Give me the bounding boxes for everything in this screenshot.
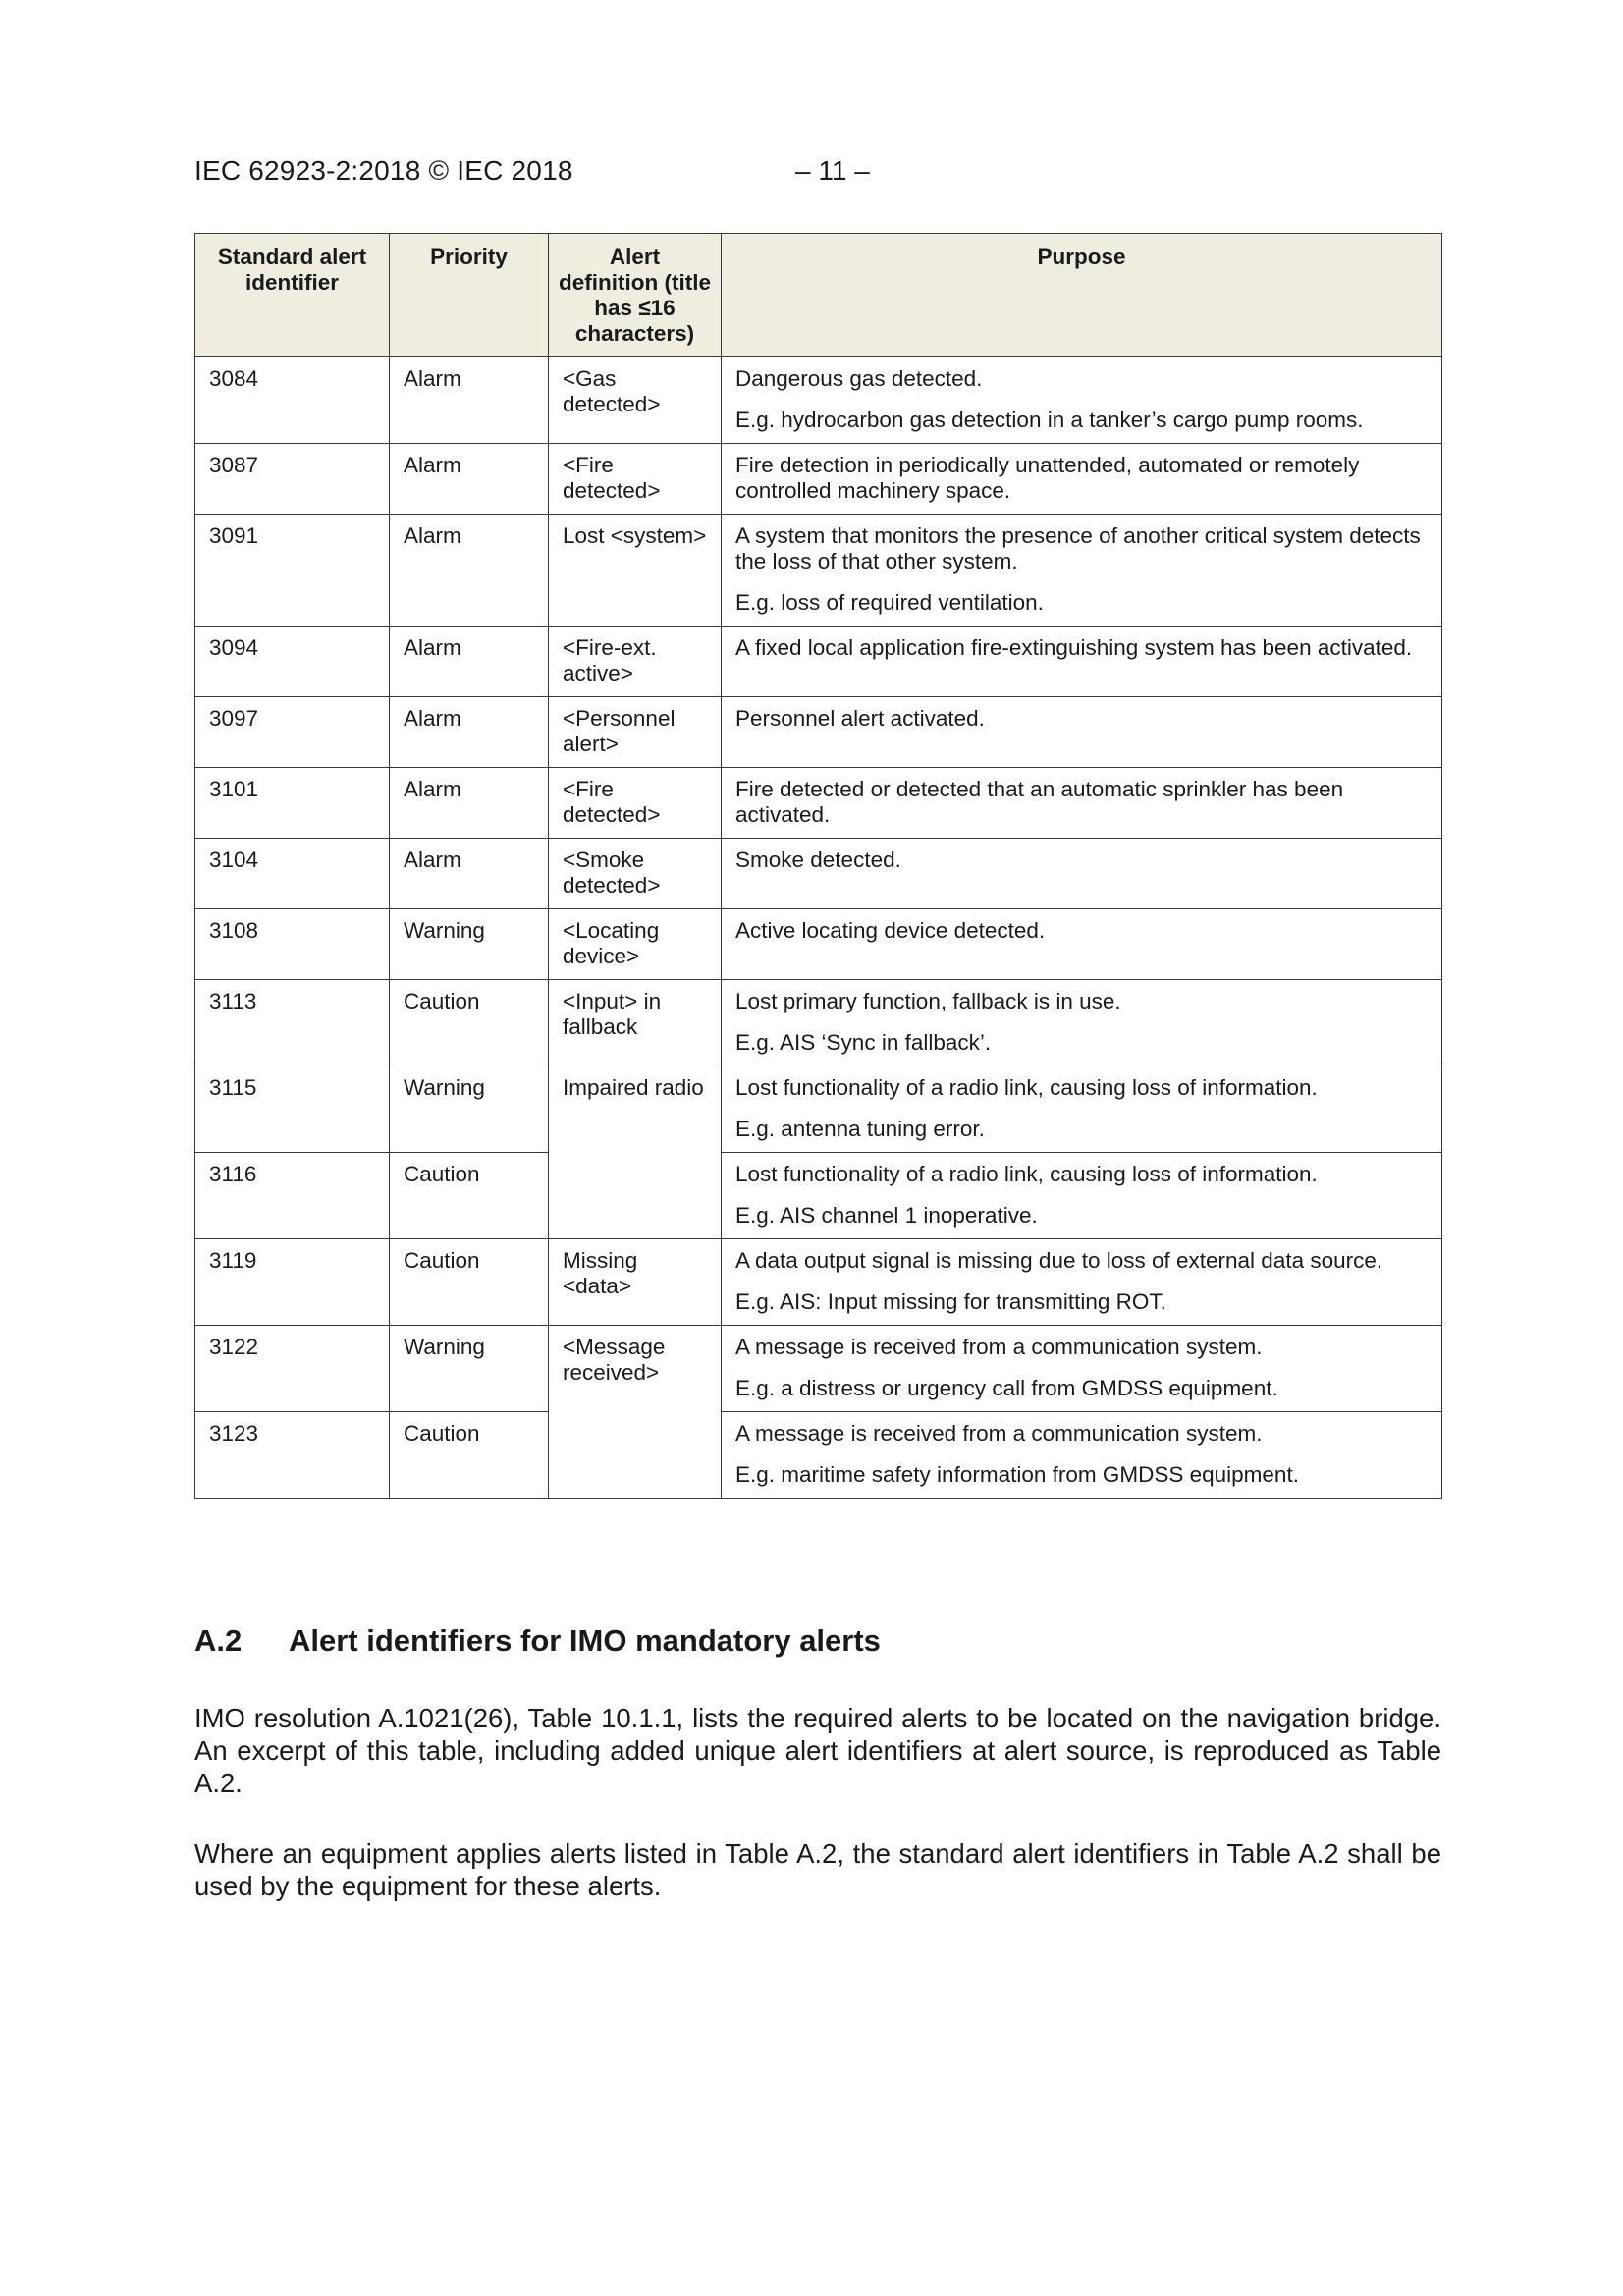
purpose-text: Lost functionality of a radio link, causing loss of information. — [735, 1162, 1318, 1186]
purpose-text: Smoke detected. — [735, 847, 901, 872]
cell-priority: Alarm — [390, 768, 549, 839]
cell-definition: <Message received> — [549, 1326, 722, 1499]
cell-priority: Warning — [390, 909, 549, 980]
cell-priority: Caution — [390, 1153, 549, 1239]
cell-priority: Alarm — [390, 444, 549, 515]
table-row — [195, 980, 1442, 1066]
cell-purpose — [722, 1153, 1442, 1239]
cell-purpose — [722, 909, 1442, 980]
table-row — [195, 1412, 1442, 1499]
cell-definition: <Smoke detected> — [549, 839, 722, 909]
purpose-text: Fire detected or detected that an automatic sprinkler has been activated. — [735, 777, 1344, 827]
table-row — [195, 357, 1442, 444]
cell-definition: <Gas detected> — [549, 357, 722, 444]
cell-identifier: 3087 — [195, 444, 390, 515]
purpose-example: E.g. antenna tuning error. — [735, 1117, 985, 1141]
cell-priority: Alarm — [390, 697, 549, 768]
purpose-text: Lost functionality of a radio link, causing loss of information. — [735, 1075, 1318, 1100]
cell-identifier: 3094 — [195, 627, 390, 697]
cell-identifier: 3122 — [195, 1326, 390, 1412]
purpose-text: Fire detection in periodically unattended, automated or remotely controlled machinery space. — [735, 453, 1360, 503]
cell-identifier: 3097 — [195, 697, 390, 768]
purpose-example: E.g. a distress or urgency call from GMDSS equipment. — [735, 1376, 1278, 1400]
cell-identifier: 3123 — [195, 1412, 390, 1499]
cell-purpose — [722, 1066, 1442, 1153]
cell-identifier: 3101 — [195, 768, 390, 839]
cell-definition: Impaired radio — [549, 1066, 722, 1239]
cell-purpose — [722, 1239, 1442, 1326]
purpose-text: A data output signal is missing due to loss of external data source. — [735, 1248, 1383, 1273]
cell-identifier: 3116 — [195, 1153, 390, 1239]
cell-definition: <Fire detected> — [549, 768, 722, 839]
table-row — [195, 839, 1442, 909]
purpose-text: Lost primary function, fallback is in use. — [735, 989, 1121, 1013]
cell-identifier: 3084 — [195, 357, 390, 444]
cell-priority: Warning — [390, 1066, 549, 1153]
alert-identifier-table — [194, 233, 1442, 1499]
cell-priority: Caution — [390, 1412, 549, 1499]
purpose-text: A fixed local application fire-extinguishing system has been activated. — [735, 635, 1413, 660]
table-row — [195, 444, 1442, 515]
cell-purpose — [722, 980, 1442, 1066]
cell-definition: <Locating device> — [549, 909, 722, 980]
cell-purpose — [722, 1412, 1442, 1499]
table-row — [195, 768, 1442, 839]
body-paragraph: Where an equipment applies alerts listed in Table A.2, the standard alert identifiers in Table A.2 shall be used by the equipment for these alerts. — [194, 1838, 1441, 1901]
cell-definition: <Input> in fallback — [549, 980, 722, 1066]
cell-priority: Alarm — [390, 839, 549, 909]
purpose-text: Dangerous gas detected. — [735, 366, 983, 391]
purpose-text: Personnel alert activated. — [735, 706, 985, 731]
cell-priority: Caution — [390, 980, 549, 1066]
cell-identifier: 3108 — [195, 909, 390, 980]
table-row — [195, 515, 1442, 627]
section-title: Alert identifiers for IMO mandatory alerts — [289, 1623, 881, 1658]
table-row — [195, 1326, 1442, 1412]
purpose-text: A message is received from a communication system. — [735, 1421, 1263, 1446]
section-heading — [194, 1623, 881, 1659]
table-header-row — [195, 234, 1442, 357]
table-row — [195, 1239, 1442, 1326]
purpose-example: E.g. AIS: Input missing for transmitting ROT. — [735, 1289, 1166, 1314]
body-paragraph: IMO resolution A.1021(26), Table 10.1.1, lists the required alerts to be located on the navigation bridge. An excerpt of this table, including added unique alert identifiers at alert source, is reproduced as Table A.2. — [194, 1703, 1441, 1798]
purpose-example: E.g. AIS channel 1 inoperative. — [735, 1203, 1038, 1228]
cell-identifier: 3104 — [195, 839, 390, 909]
cell-priority: Caution — [390, 1239, 549, 1326]
page-number: – 11 – — [795, 155, 870, 186]
cell-definition: Lost <system> — [549, 515, 722, 627]
purpose-example: E.g. hydrocarbon gas detection in a tanker’s cargo pump rooms. — [735, 408, 1364, 432]
section-number: A.2 — [194, 1623, 243, 1658]
cell-priority: Alarm — [390, 627, 549, 697]
column-header-identifier: Standard alert identifier — [195, 234, 390, 357]
table-row — [195, 697, 1442, 768]
purpose-example: E.g. loss of required ventilation. — [735, 590, 1044, 615]
cell-purpose — [722, 357, 1442, 444]
cell-purpose — [722, 515, 1442, 627]
purpose-text: Active locating device detected. — [735, 918, 1046, 943]
cell-definition: <Fire detected> — [549, 444, 722, 515]
cell-purpose — [722, 1326, 1442, 1412]
cell-purpose — [722, 839, 1442, 909]
cell-identifier: 3115 — [195, 1066, 390, 1153]
cell-purpose — [722, 627, 1442, 697]
table-row — [195, 909, 1442, 980]
cell-definition: Missing <data> — [549, 1239, 722, 1326]
cell-definition: <Personnel alert> — [549, 697, 722, 768]
cell-definition: <Fire-ext. active> — [549, 627, 722, 697]
cell-identifier: 3113 — [195, 980, 390, 1066]
cell-purpose — [722, 697, 1442, 768]
table-row — [195, 627, 1442, 697]
column-header-priority: Priority — [390, 234, 549, 357]
cell-priority: Alarm — [390, 515, 549, 627]
table-row — [195, 1153, 1442, 1239]
table-row — [195, 1066, 1442, 1153]
purpose-example: E.g. maritime safety information from GMDSS equipment. — [735, 1462, 1299, 1487]
column-header-definition: Alert definition (title has ≤16 characters) — [549, 234, 722, 357]
purpose-text: A message is received from a communication system. — [735, 1335, 1263, 1359]
purpose-text: A system that monitors the presence of another critical system detects the loss of that other system. — [735, 523, 1421, 574]
cell-priority: Alarm — [390, 357, 549, 444]
cell-identifier: 3091 — [195, 515, 390, 627]
cell-identifier: 3119 — [195, 1239, 390, 1326]
cell-purpose — [722, 768, 1442, 839]
column-header-purpose: Purpose — [722, 234, 1442, 357]
document-header: IEC 62923-2:2018 © IEC 2018 — [194, 155, 573, 186]
cell-priority: Warning — [390, 1326, 549, 1412]
purpose-example: E.g. AIS ‘Sync in fallback’. — [735, 1030, 992, 1055]
cell-purpose — [722, 444, 1442, 515]
